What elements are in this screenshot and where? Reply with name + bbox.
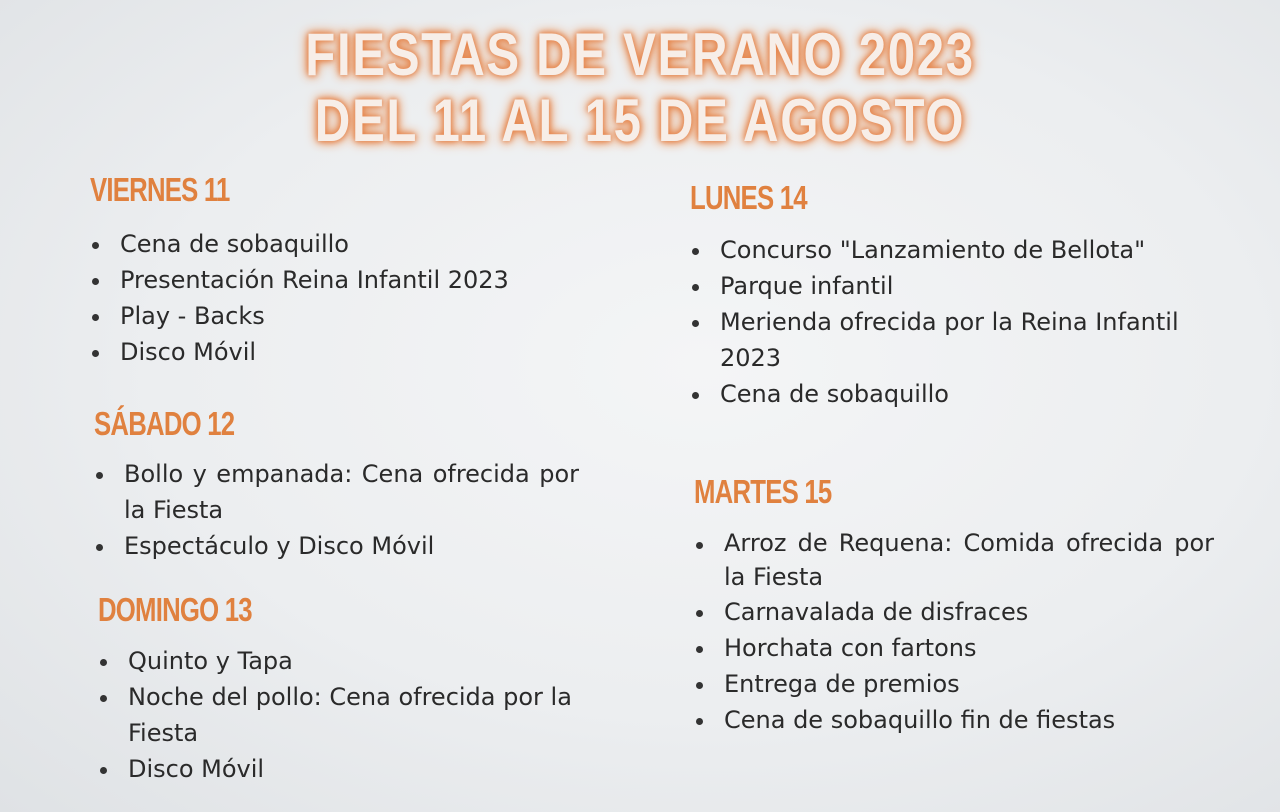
poster-title-line-1: FIESTAS DE VERANO 2023 xyxy=(305,21,975,88)
day-heading: LUNES 14 xyxy=(690,179,807,216)
list-item: Disco Móvil xyxy=(98,751,588,787)
day-viernes xyxy=(90,170,590,370)
day-heading: VIERNES 11 xyxy=(90,171,230,208)
day-martes xyxy=(694,472,1234,738)
event-list xyxy=(90,226,590,370)
event-list xyxy=(94,456,584,564)
list-item: Presentación Reina Infantil 2023 xyxy=(90,262,590,298)
list-item: Play - Backs xyxy=(90,298,590,334)
list-item: Carnavalada de disfraces xyxy=(694,594,1234,630)
list-item: Bollo y empanada: Cena ofrecida por la Fiesta xyxy=(94,456,579,528)
event-list xyxy=(694,526,1234,738)
day-heading: MARTES 15 xyxy=(694,473,832,510)
list-item: Noche del pollo: Cena ofrecida por la Fiesta xyxy=(98,679,583,751)
day-lunes xyxy=(690,178,1250,412)
list-item: Espectáculo y Disco Móvil xyxy=(94,528,584,564)
list-item: Arroz de Requena: Comida ofrecida por la Fiesta xyxy=(694,526,1214,594)
list-item: Merienda ofrecida por la Reina Infantil 2023 xyxy=(690,304,1235,376)
event-list xyxy=(98,643,588,787)
list-item: Horchata con fartons xyxy=(694,630,1234,666)
list-item: Quinto y Tapa xyxy=(98,643,588,679)
list-item: Parque infantil xyxy=(690,268,1250,304)
list-item: Cena de sobaquillo fin de fiestas xyxy=(694,702,1234,738)
list-item: Disco Móvil xyxy=(90,334,590,370)
list-item: Cena de sobaquillo xyxy=(90,226,590,262)
list-item: Cena de sobaquillo xyxy=(690,376,1250,412)
event-list xyxy=(690,232,1250,412)
poster-title-line-2: DEL 11 AL 15 DE AGOSTO xyxy=(314,87,966,154)
list-item: Entrega de premios xyxy=(694,666,1234,702)
day-heading: DOMINGO 13 xyxy=(98,591,252,628)
day-sabado xyxy=(94,404,584,564)
list-item: Concurso "Lanzamiento de Bellota" xyxy=(690,232,1250,268)
day-domingo xyxy=(98,590,588,787)
day-heading: SÁBADO 12 xyxy=(94,405,235,442)
